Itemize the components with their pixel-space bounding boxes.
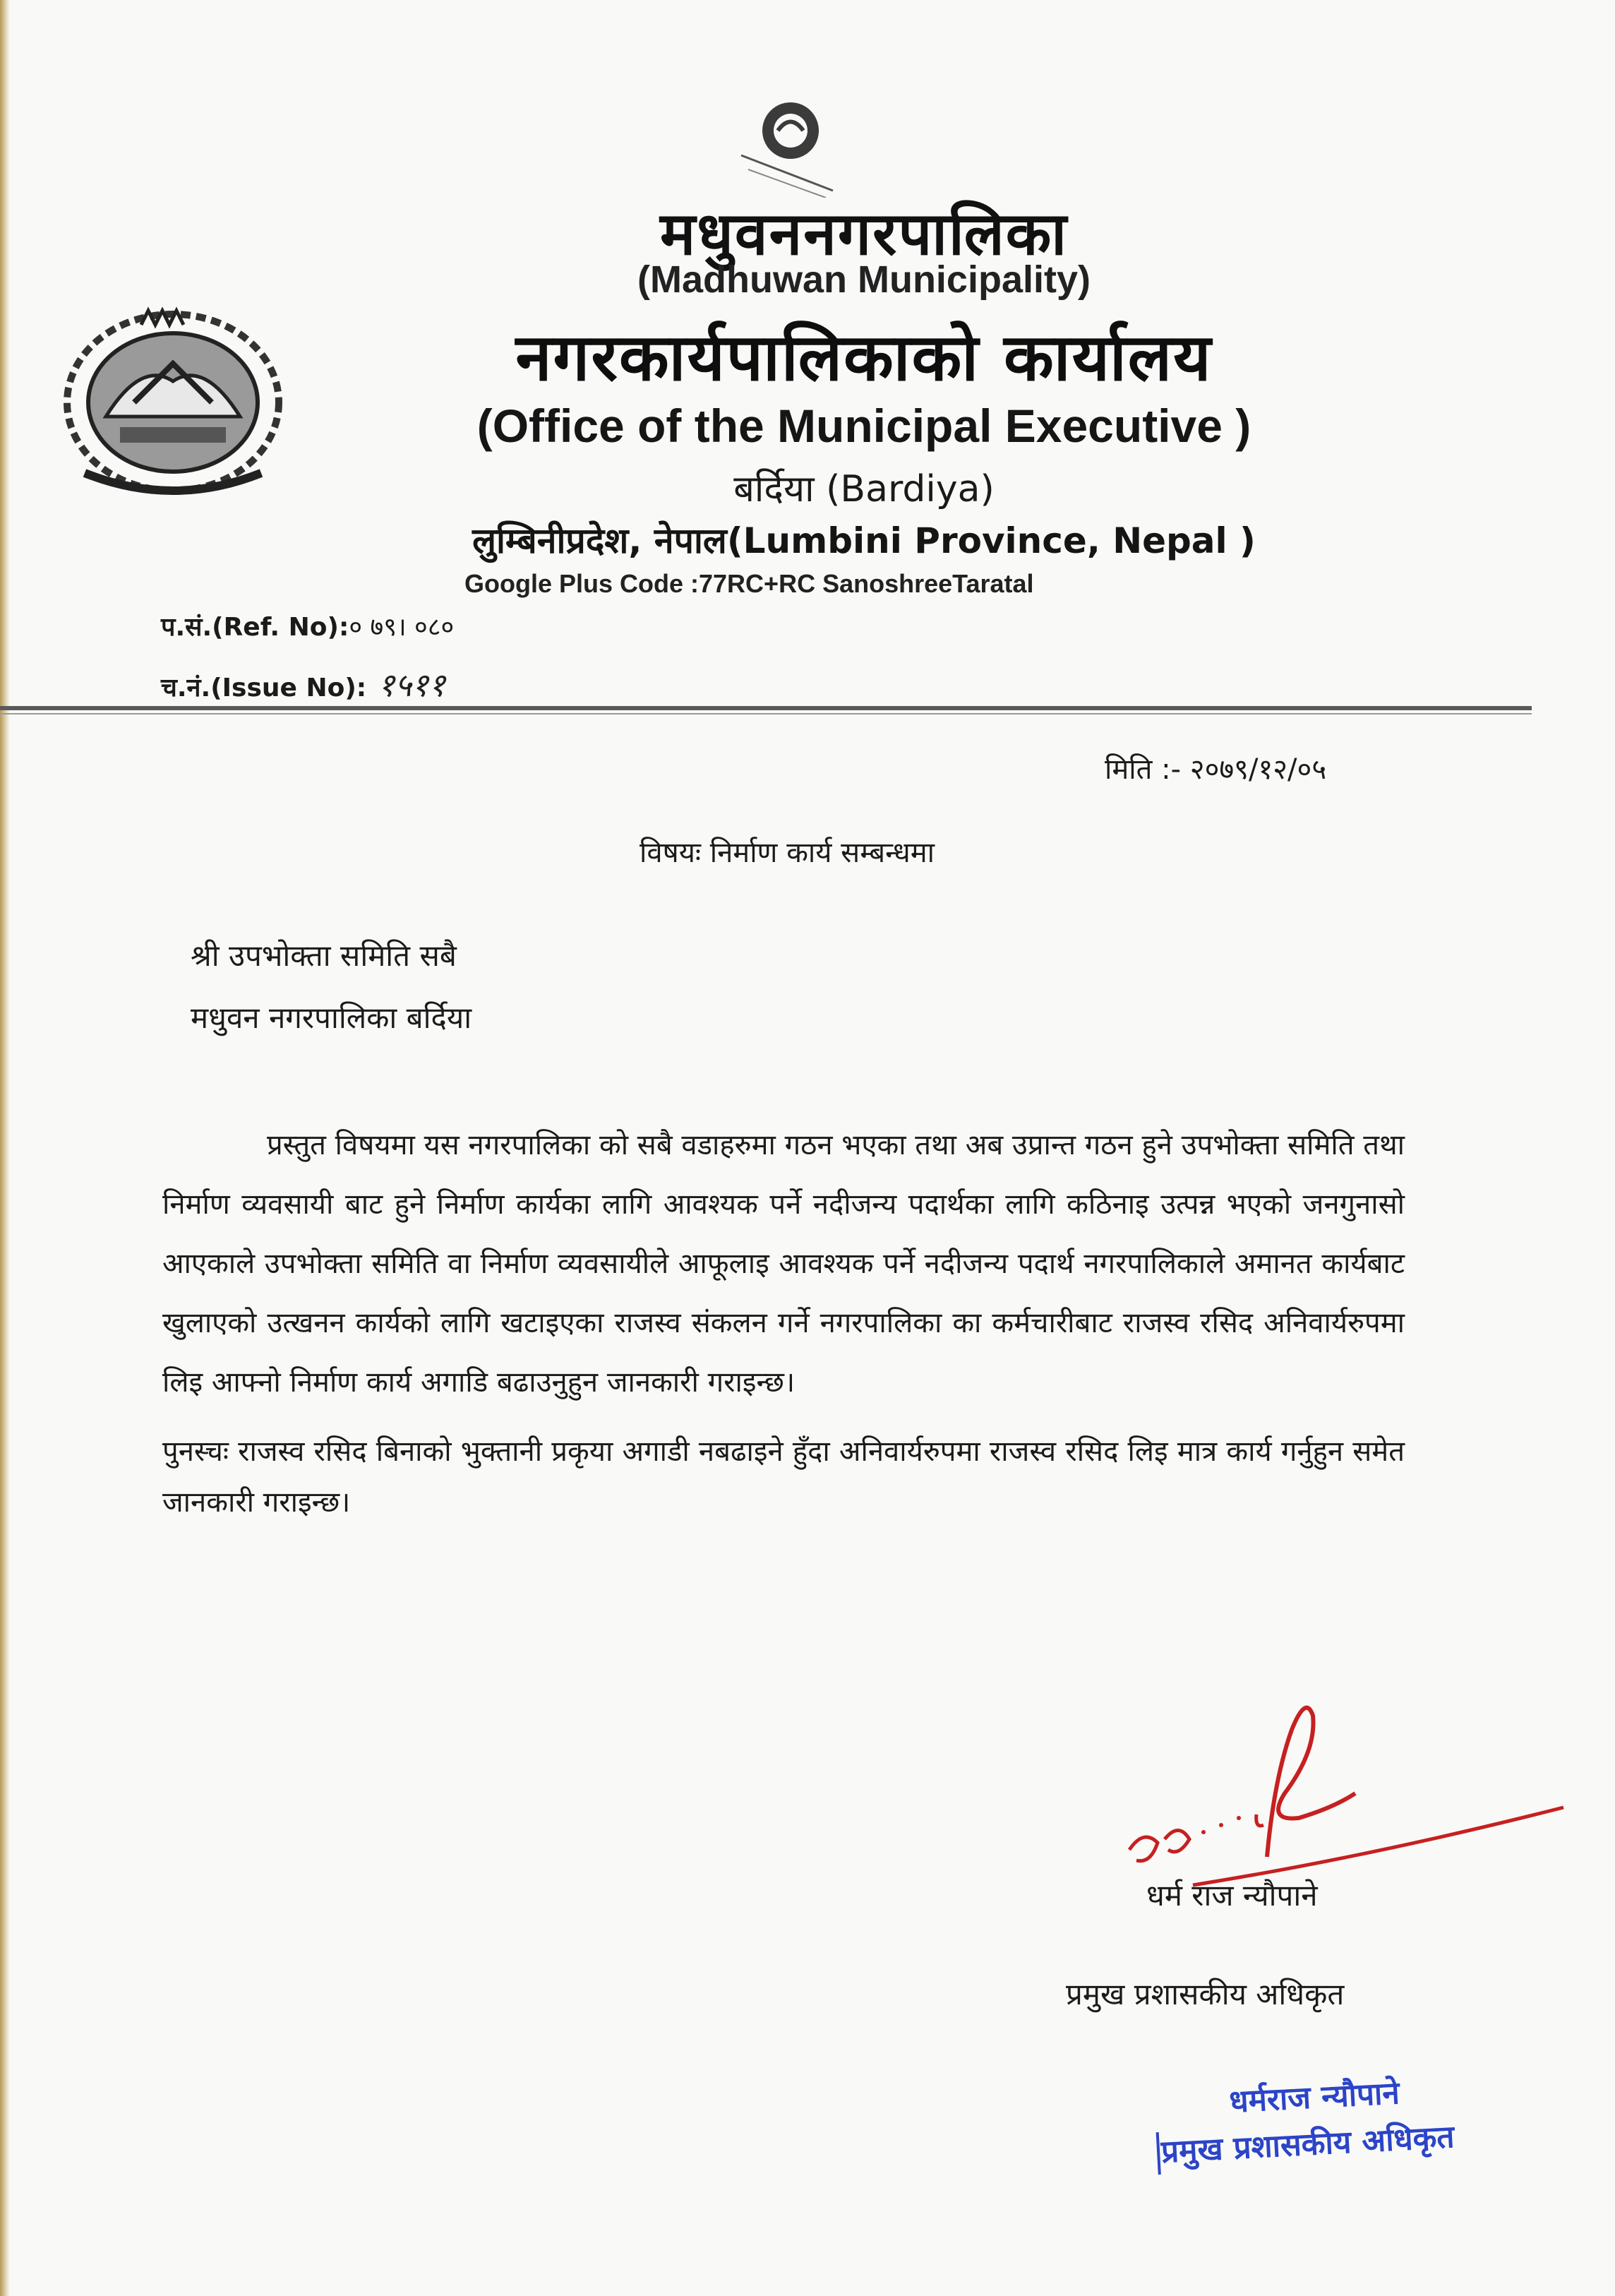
province-line: लुम्बिनीप्रदेश, नेपाल(Lumbini Province, Nepal ) (472, 520, 1256, 561)
stamp-title: प्रमुख प्रशासकीय अधिकृत (1160, 2119, 1455, 2170)
body-paragraph-2: पुनस्चः राजस्व रसिद बिनाको भुक्तानी प्रकृया अगाडी नबढाइने हुँदा अनिवार्यरुपमा राजस्व रसिद लिइ मात्र कार्य गर्नुहुन समेत जानकारी गराइन्छ। (162, 1435, 1405, 1519)
municipality-name-english: (Madhuwan Municipality) (637, 258, 1091, 301)
ref-label: प.सं.(Ref. No): (161, 613, 349, 642)
municipal-seal-icon (734, 92, 840, 198)
issue-value: १५११ (378, 666, 445, 704)
header-divider (0, 706, 1532, 710)
stamp-name: धर्मराज न्यौपाने (1228, 2075, 1401, 2120)
plus-code-line: Google Plus Code :77RC+RC SanoshreeTaratal (464, 569, 1034, 598)
issue-number (161, 662, 445, 706)
handwritten-signature-icon (1122, 1687, 1574, 1899)
issue-label: च.नं.(Issue No): (161, 674, 367, 702)
office-name-english: (Office of the Municipal Executive ) (476, 400, 1251, 452)
page-edge (0, 0, 10, 2296)
ref-value: ० ७९। ०८० (349, 613, 455, 642)
office-name-devanagari: नगरकार्यपालिकाको कार्यालय (515, 320, 1213, 395)
reference-number (161, 609, 454, 643)
letter-body (162, 1116, 1405, 1528)
header-divider-secondary (0, 713, 1532, 714)
addressee-line-1: श्री उपभोक्ता समिति सबै (191, 938, 457, 973)
official-stamp (1158, 2064, 1529, 2172)
body-paragraph-1: प्रस्तुत विषयमा यस नगरपालिका को सबै वडाहरुमा गठन भएका तथा अब उप्रान्त गठन हुने उपभोक्ता समिति तथा निर्माण व्यवसायी बाट हुने निर्माण कार्यका लागि आवश्यक पर्ने नदीजन्य पदार्थका लागि कठिनाइ उत्पन्न भएको जनगुनासो आएकाले उपभोक्ता समिति वा निर्माण व्यवसायीले आफूलाइ आवश्यक पर्ने नदीजन्य पदार्थ नगरपालिकाले अमानत कार्यबाट खुलाएको उत्खनन कार्यको लागि खटाइएका राजस्व संकलन गर्ने नगरपालिका का कर्मचारीबाट राजस्व रसिद अनिवार्यरुपमा लिइ आफ्नो निर्माण कार्य अगाडि बढाउनुहुन जानकारी गराइन्छ। (162, 1129, 1405, 1399)
addressee-line-2: मधुवन नगरपालिका बर्दिया (191, 1000, 472, 1035)
letter-date: मिति :- २०७९/१२/०५ (1105, 753, 1327, 786)
signatory-name: धर्म राज न्यौपाने (1146, 1878, 1318, 1913)
letter-subject: विषयः निर्माण कार्य सम्बन्धमा (640, 837, 935, 869)
signatory-title: प्रमुख प्रशासकीय अधिकृत (1066, 1977, 1345, 2011)
municipality-name-devanagari: मधुवननगरपालिका (660, 199, 1068, 268)
district-line: बर्दिया (Bardiya) (733, 468, 995, 510)
